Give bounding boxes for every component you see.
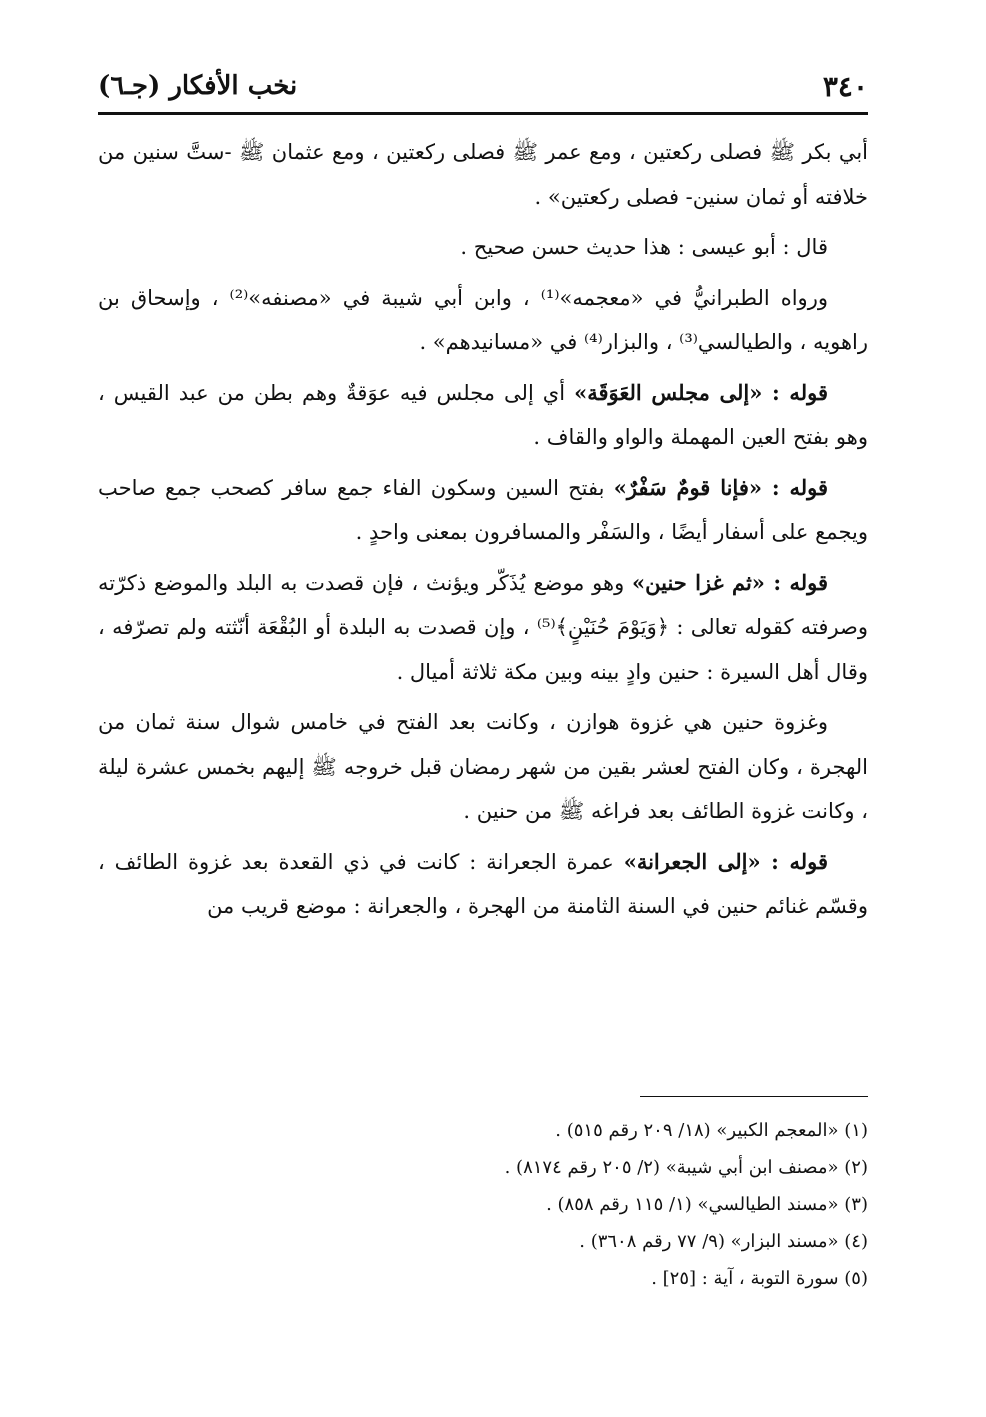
paragraph-text: أبي بكر ﷺ فصلى ركعتين ، ومع عمر ﷺ فصلى ركعتين ، ومع عثمان ﷺ -ستَّ سنين من خلافته أو ثمان سنين- فصلى ركعتين» . bbox=[98, 140, 869, 209]
paragraph-lead: قوله : «فإنا قومٌ سَفْرٌ» bbox=[613, 474, 828, 500]
paragraph-jiirrana bbox=[98, 840, 868, 929]
footnote-5: (٥) سورة التوبة ، آية : [٢٥] . bbox=[651, 1268, 868, 1289]
footnote-1: (١) «المعجم الكبير» (١٨/ ٢٠٩ رقم ٥١٥) . bbox=[555, 1120, 868, 1141]
footnote-4: (٤) «مسند البزار» (٩/ ٧٧ رقم ٣٦٠٨) . bbox=[579, 1231, 868, 1252]
main-text bbox=[98, 130, 868, 935]
paragraph-text: عمرة الجعرانة : كانت في ذي القعدة بعد غزوة الطائف ، وقسّم غنائم حنين في السنة الثامنة من الهجرة ، والجعرانة : موضع قريب من bbox=[98, 849, 868, 918]
paragraph-text: أي إلى مجلس فيه عوَقةٌ وهم بطن من عبد القيس ، وهو بفتح العين المهملة والواو والقاف . bbox=[98, 380, 868, 449]
paragraph-hunayn bbox=[98, 561, 868, 695]
paragraph-text: ورواه الطبرانيُّ في «معجمه»⁽¹⁾ ، وابن أبي شيبة في «مصنفه»⁽²⁾ ، وإسحاق بن راهويه ، والطيالسي⁽³⁾ ، والبزار⁽⁴⁾ في «مسانيدهم» . bbox=[98, 285, 868, 354]
header-divider bbox=[98, 112, 868, 115]
footnote-2: (٢) «مصنف ابن أبي شيبة» (٢/ ٢٠٥ رقم ٨١٧٤) . bbox=[504, 1157, 868, 1178]
paragraph-lead: قوله : «إلى مجلس العَوَقَة» bbox=[574, 379, 828, 405]
paragraph-hawazin bbox=[98, 700, 868, 834]
paragraph-lead: قوله : «ثم غزا حنين» bbox=[632, 569, 829, 595]
paragraph-abu-isa bbox=[98, 225, 868, 270]
paragraph-lead: قوله : «إلى الجعرانة» bbox=[623, 848, 828, 874]
footnote-divider bbox=[640, 1096, 868, 1097]
paragraph-text: وغزوة حنين هي غزوة هوازن ، وكانت بعد الفتح في خامس شوال سنة ثمان من الهجرة ، وكان الفتح لعشر بقين من شهر رمضان قبل خروجه ﷺ إليهم بخمس عشرة ليلة ، وكانت غزوة الطائف بعد فراغه ﷺ من حنين . bbox=[98, 710, 868, 823]
paragraph-sources bbox=[98, 276, 868, 365]
paragraph-text: وهو موضع يُذَكّر ويؤنث ، فإن قصدت به البلد والموضع ذكرّته وصرفته كقوله تعالى : ﴿وَيَوْمَ حُنَيْنٍ﴾⁽⁵⁾ ، وإن قصدت به البلدة أو البُقْعَة أنّثته ولم تصرّفه ، وقال أهل السيرة : حنين وادٍ بينه وبين مكة ثلاثة أميال . bbox=[98, 570, 869, 684]
page-header bbox=[98, 66, 868, 106]
paragraph-safr bbox=[98, 466, 868, 555]
paragraph-awaqa bbox=[98, 371, 868, 460]
paragraph-text: بفتح السين وسكون الفاء جمع سافر كصحب جمع صاحب ويجمع على أسفار أيضًا ، والسَفْر والمسافرون بمعنى واحدٍ . bbox=[98, 475, 868, 544]
page-number: ٣٤٠ bbox=[822, 69, 868, 103]
footnote-3: (٣) «مسند الطيالسي» (١/ ١١٥ رقم ٨٥٨) . bbox=[546, 1194, 868, 1215]
running-title: نخب الأفكار (جـ٦) bbox=[98, 71, 298, 101]
paragraph-continuation bbox=[98, 130, 868, 219]
paragraph-text: قال : أبو عيسى : هذا حديث حسن صحيح . bbox=[460, 235, 828, 259]
footnotes bbox=[98, 1112, 868, 1297]
